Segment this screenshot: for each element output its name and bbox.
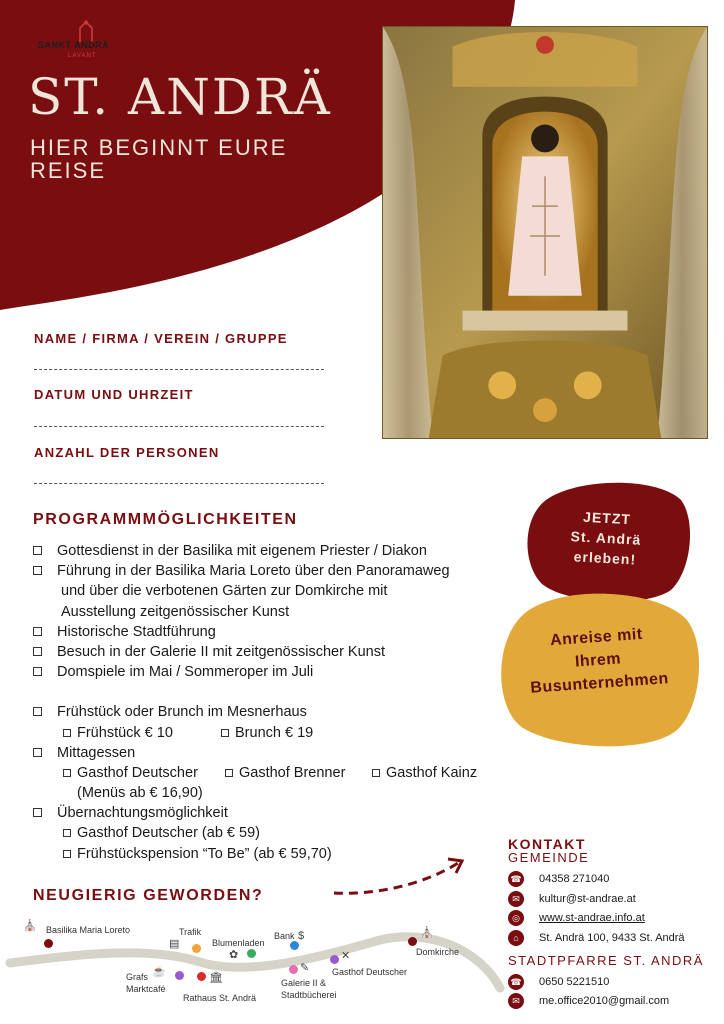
map-label-grafs: Grafs [126, 972, 149, 982]
list-item[interactable]: Domspiele im Mai / Sommeroper im Juli [33, 662, 503, 682]
logo-text: SANKT ANDRÄ [38, 40, 110, 50]
list-item[interactable]: Frühstück oder Brunch im Mesnerhaus [33, 702, 503, 722]
map-marker-galerie[interactable] [289, 965, 298, 974]
map-label-bank: Bank [274, 931, 295, 941]
mail-icon: ✉ [508, 993, 524, 1009]
list-item[interactable]: Mittagessen [33, 743, 503, 763]
map-marker-basilika[interactable] [44, 939, 53, 948]
option-label: Gasthof Brenner [239, 764, 346, 781]
map-marker-blumenladen[interactable] [247, 949, 256, 958]
map-label-rathaus: Rathaus St. Andrä [183, 993, 257, 1003]
map-marker-trafik[interactable] [192, 944, 201, 953]
map-label-buecherei: Stadtbücherei [281, 990, 337, 1000]
option-label: Frühstück € 10 [77, 724, 173, 741]
contact-title: KONTAKT [508, 836, 586, 852]
list-item[interactable]: Historische Stadtführung [33, 622, 503, 642]
map-label-galerie: Galerie II & [281, 978, 327, 988]
phone-icon: ☎ [508, 871, 524, 887]
globe-icon: ◎ [508, 910, 524, 926]
list-item[interactable]: Besuch in der Galerie II mit zeitgenössischer Kunst [33, 642, 503, 662]
checkbox[interactable] [63, 850, 71, 858]
map-marker-bank[interactable] [290, 941, 299, 950]
list-item[interactable]: Führung in der Basilika Maria Loreto über den Panoramaweg [33, 561, 503, 581]
checkbox[interactable] [225, 769, 233, 777]
sub-options-row [33, 763, 503, 783]
date-field-line[interactable] [34, 426, 324, 427]
checkbox[interactable] [33, 808, 42, 817]
town-map [0, 910, 510, 1020]
checkbox[interactable] [33, 748, 42, 757]
page-subtitle: HIER BEGINNT EURE REISE [30, 135, 288, 183]
map-label-domkirche: Domkirche [416, 947, 460, 957]
town-hall-icon: 🏛 [209, 972, 223, 984]
contact-municipality: GEMEINDE [508, 850, 590, 865]
checkbox[interactable] [33, 627, 42, 636]
map-marker-domkirche[interactable] [408, 937, 417, 946]
program-title: PROGRAMMMÖGLICHKEITEN [33, 511, 298, 528]
coffee-icon: ☕ [152, 966, 166, 978]
cathedral-icon: ⛪ [420, 927, 434, 939]
name-field-line[interactable] [34, 369, 324, 370]
church-logo-icon [74, 20, 98, 42]
checkbox[interactable] [63, 769, 71, 777]
money-icon: $ [298, 930, 305, 942]
parish-title: STADTPFARRE ST. ANDRÄ [508, 953, 704, 968]
name-field-label: NAME / FIRMA / VEREIN / GRUPPE [34, 331, 288, 346]
badge-bus: Anreise mit Ihrem Busunternehmen [529, 625, 670, 697]
home-icon: ⌂ [508, 930, 524, 946]
palette-icon: ✎ [300, 962, 310, 974]
checkbox[interactable] [33, 647, 42, 656]
map-label-basilika: Basilika Maria Loreto [46, 925, 131, 935]
page-title: ST. ANDRÄ [28, 68, 332, 126]
checkbox[interactable] [63, 829, 71, 837]
badge-experience: JETZT St. Andrä erleben! [570, 508, 642, 568]
persons-field-line[interactable] [34, 483, 324, 484]
phone-icon: ☎ [508, 974, 524, 990]
sankt-andrae-logo [38, 20, 134, 64]
list-item[interactable]: Gottesdienst in der Basilika mit eigenem Priester / Diakon [33, 541, 503, 561]
list-item-continued: (Menüs ab € 16,90) [77, 785, 203, 802]
sub-options-row [33, 823, 503, 843]
checkbox[interactable] [33, 667, 42, 676]
newspaper-icon: ▤ [169, 938, 180, 950]
madonna-altar-photo [382, 26, 708, 439]
checkbox[interactable] [221, 729, 229, 737]
sub-options-row [33, 723, 503, 743]
basilica-icon: ⛪ [23, 920, 37, 932]
list-item-continued: und über die verbotenen Gärten zur Domkirche mit [61, 583, 388, 600]
checkbox[interactable] [33, 566, 42, 575]
map-marker-rathaus[interactable] [197, 972, 206, 981]
option-label: Gasthof Deutscher [77, 764, 198, 781]
mail-icon: ✉ [508, 891, 524, 907]
cta-heading: NEUGIERIG GEWORDEN? [33, 887, 264, 904]
option-label: Gasthof Deutscher (ab € 59) [77, 825, 260, 842]
map-label-blumenladen: Blumenladen [212, 938, 265, 948]
list-item-continued: Ausstellung zeitgenössischer Kunst [61, 603, 290, 620]
checkbox[interactable] [33, 546, 42, 555]
cutlery-icon: ✕ [341, 950, 351, 962]
map-marker-grafs[interactable] [175, 971, 184, 980]
flower-icon: ✿ [229, 949, 239, 961]
option-label: Frühstückspension “To Be” (ab € 59,70) [77, 845, 332, 862]
logo-subtext: LAVANT [68, 53, 97, 59]
option-label: Brunch € 19 [235, 724, 314, 741]
checkbox[interactable] [372, 769, 380, 777]
dashed-arrow-icon [330, 853, 470, 898]
persons-field-label: ANZAHL DER PERSONEN [34, 445, 220, 460]
program-list [33, 541, 503, 864]
map-label-marktcafe: Marktcafé [126, 984, 166, 994]
checkbox[interactable] [63, 729, 71, 737]
map-label-trafik: Trafik [179, 927, 202, 937]
option-label: Gasthof Kainz [386, 764, 478, 781]
map-marker-gasthof[interactable] [330, 955, 339, 964]
list-item[interactable]: Übernachtungsmöglichkeit [33, 803, 503, 823]
checkbox[interactable] [33, 707, 42, 716]
date-field-label: DATUM UND UHRZEIT [34, 387, 194, 402]
map-label-gasthof: Gasthof Deutscher [332, 967, 408, 977]
